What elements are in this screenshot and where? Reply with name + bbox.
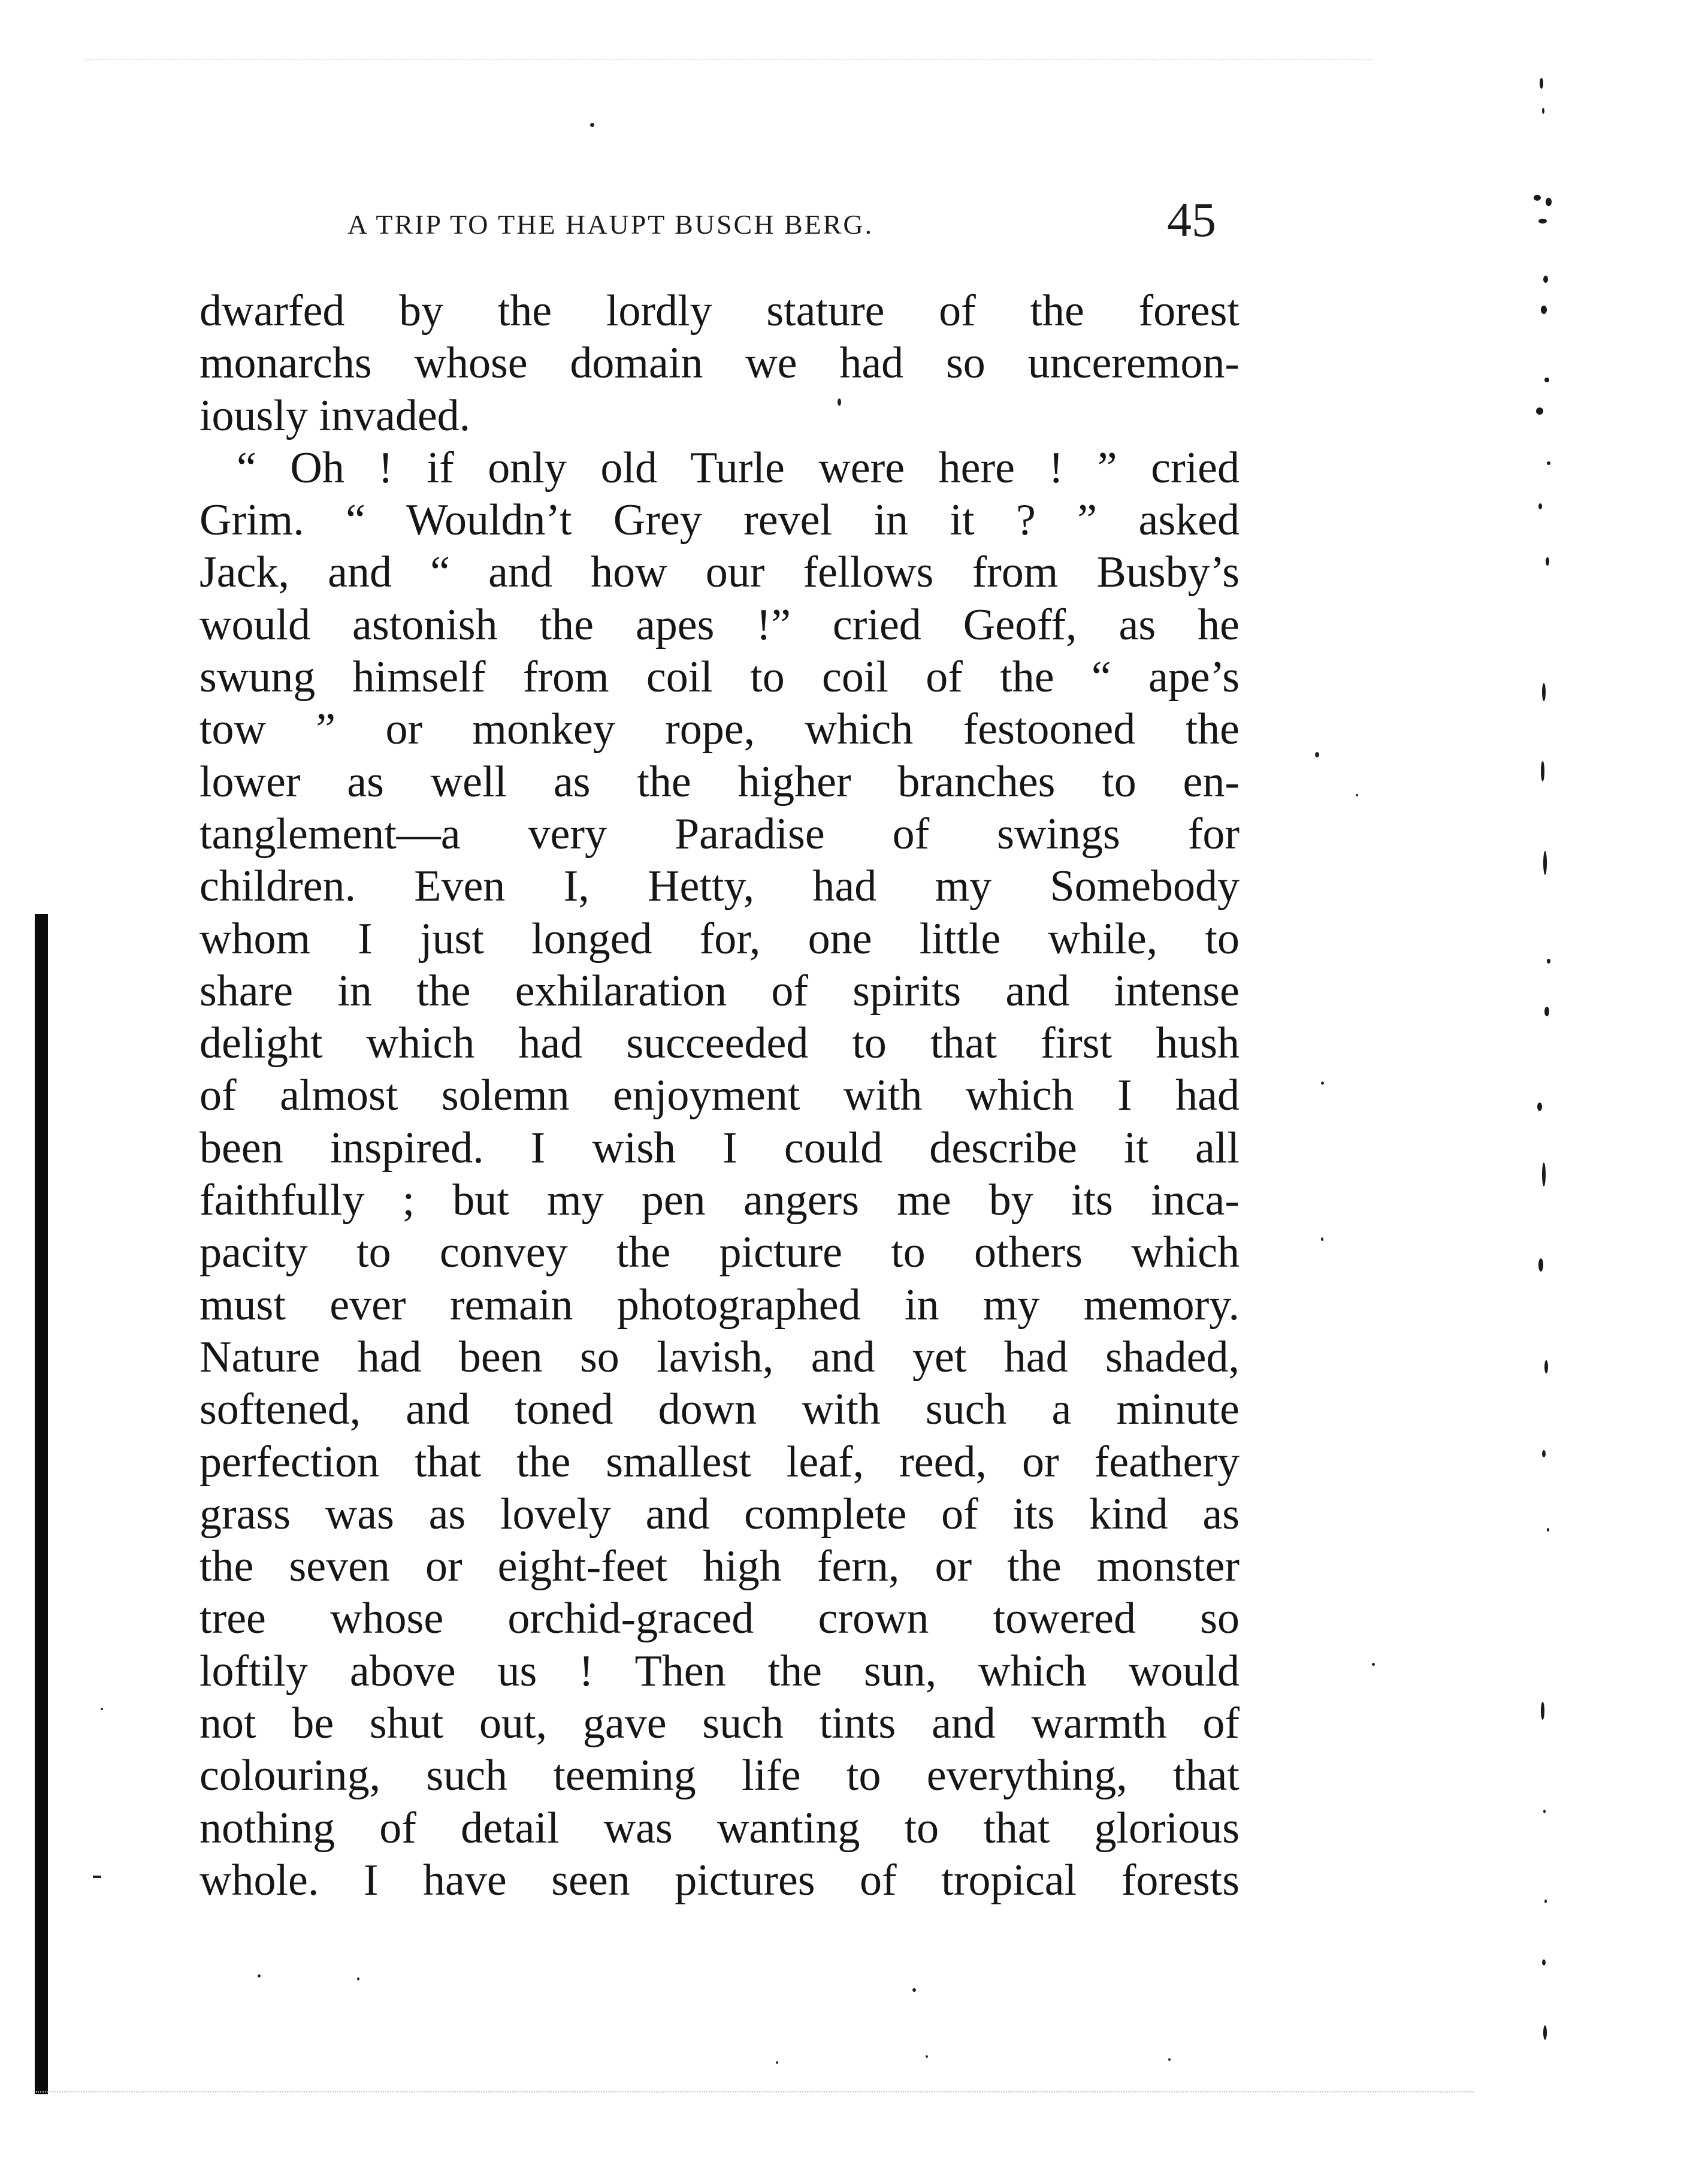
text-line: swung himself from coil to coil of the “ ape’s [199, 653, 1240, 702]
stray-mark [838, 398, 841, 406]
text-line: Jack, and “ and how our fellows from Busby’s [199, 548, 1240, 597]
speck [1543, 276, 1548, 283]
speck [1542, 1450, 1546, 1457]
text-line: children. Even I, Hetty, had my Somebody [199, 862, 1240, 911]
text-line: pacity to convey the picture to others which [199, 1228, 1240, 1278]
text-line: iously invaded. [199, 391, 471, 440]
stray-mark [101, 1708, 103, 1710]
stray-mark [93, 1876, 101, 1878]
text-line: delight which had succeeded to that first hush [199, 1019, 1240, 1068]
stray-mark [258, 1974, 261, 1977]
speck [1541, 761, 1544, 781]
speck [1542, 1959, 1546, 1965]
speck [1543, 2025, 1547, 2040]
text-line: perfection that the smallest leaf, reed, or feathery [199, 1437, 1240, 1487]
text-line: faithfully ; but my pen angers me by its inca- [199, 1176, 1240, 1225]
scan-noise-bottom [36, 2091, 1474, 2094]
speck [1541, 306, 1547, 314]
speck [1546, 557, 1549, 566]
scan-gutter-specks [1534, 72, 1570, 2109]
page-number: 45 [1167, 192, 1216, 247]
speck [1547, 959, 1550, 964]
text-line: would astonish the apes !” cried Geoff, as he [199, 600, 1240, 650]
text-line: “ Oh ! if only old Turle were here ! ” cried [237, 443, 1240, 493]
stray-mark [926, 2055, 928, 2058]
speck [1546, 198, 1552, 206]
text-line: the seven or eight-feet high fern, or the monster [199, 1542, 1240, 1592]
text-line: tow ” or monkey rope, which festooned the [199, 705, 1240, 754]
scan-noise-top [84, 59, 1372, 61]
stray-mark [1315, 752, 1319, 757]
speck [1542, 108, 1544, 114]
text-line: lower as well as the higher branches to en- [199, 757, 1240, 807]
speck [1544, 378, 1549, 382]
body-text [199, 285, 1240, 1907]
stray-mark [1356, 794, 1358, 796]
text-line: whom I just longed for, one little while, to [199, 914, 1240, 964]
text-line: tree whose orchid-graced crown towered so [199, 1594, 1240, 1644]
text-line: tanglement—a very Paradise of swings for [199, 809, 1240, 859]
speck [1536, 407, 1543, 415]
speck [1540, 78, 1543, 89]
stray-mark [590, 123, 594, 127]
speck [1542, 1162, 1546, 1186]
text-line: not be shut out, gave such tints and warmth of [199, 1699, 1240, 1749]
text-line: been inspired. I wish I could describe it all [199, 1123, 1240, 1173]
speck [1547, 461, 1550, 465]
speck [1538, 1258, 1543, 1272]
text-line: loftily above us ! Then the sun, which would [199, 1646, 1240, 1696]
text-line: Grim. “ Wouldn’t Grey revel in it ? ” asked [199, 496, 1240, 545]
text-line: grass was as lovely and complete of its kind as [199, 1489, 1240, 1539]
running-head: A TRIP TO THE HAUPT BUSCH BERG. [347, 209, 874, 240]
stray-mark [1321, 1237, 1323, 1241]
page-header [347, 192, 1240, 258]
speck [1544, 1007, 1549, 1016]
text-line: colouring, such teeming life to everything, that [199, 1751, 1240, 1801]
text-line: nothing of detail was wanting to that glorious [199, 1803, 1240, 1853]
binding-shadow-bar [35, 914, 48, 2094]
stray-mark [1321, 1082, 1324, 1085]
text-line: must ever remain photographed in my memory. [199, 1280, 1240, 1330]
stray-mark [776, 2061, 778, 2064]
speck [1541, 1702, 1544, 1720]
speck [1543, 851, 1547, 875]
text-line: softened, and toned down with such a minute [199, 1385, 1240, 1435]
speck [1547, 1528, 1549, 1532]
speck [1543, 1810, 1546, 1813]
speck [1538, 503, 1542, 509]
text-line: share in the exhilaration of spirits and intense [199, 966, 1240, 1016]
stray-mark [912, 1988, 916, 1992]
text-line: of almost solemn enjoyment with which I had [199, 1071, 1240, 1121]
stray-mark [357, 1977, 359, 1980]
speck [1544, 1900, 1547, 1903]
text-line: whole. I have seen pictures of tropical forests [199, 1855, 1240, 1905]
text-line: Nature had been so lavish, and yet had shaded, [199, 1332, 1240, 1382]
text-line: dwarfed by the lordly stature of the forest [199, 286, 1240, 336]
speck [1537, 1103, 1542, 1111]
text-line: monarchs whose domain we had so unceremon- [199, 339, 1240, 388]
speck [1538, 219, 1547, 224]
stray-mark [1372, 1663, 1375, 1666]
stray-mark [1168, 2058, 1171, 2061]
speck [1544, 1360, 1548, 1373]
speck [1534, 195, 1541, 201]
speck [1542, 683, 1546, 701]
